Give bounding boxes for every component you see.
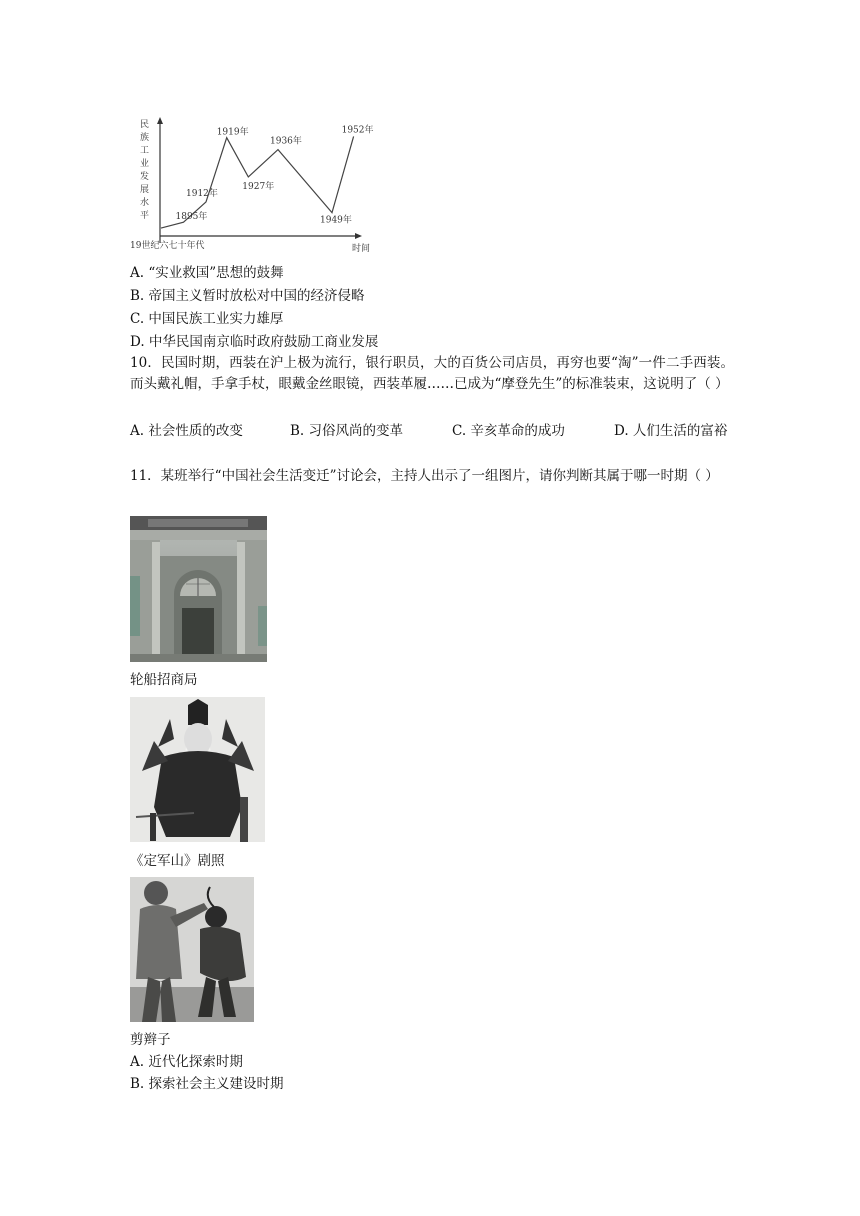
y-axis-label-char: 族	[140, 133, 150, 143]
queue-cutting-photo	[130, 877, 254, 1022]
y-axis-label-char: 业	[140, 159, 150, 169]
q11-stem: 11．某班举行“中国社会生活变迁”讨论会，主持人出示了一组图片，请你判断其属于哪一时期（ ）	[130, 468, 719, 484]
y-axis-label-char: 工	[140, 146, 150, 156]
y-axis-label-char: 水	[140, 198, 150, 208]
y-axis-label-char: 民	[140, 120, 150, 130]
point-label: 1949年	[320, 215, 352, 226]
q10-stem: 10．民国时期，西装在沪上极为流行，银行职员，大的百货公司店员，再穷也要“淘”一件二手西装。而头戴礼帽，手拿手杖，眼戴金丝眼镜，西装革履……已成为“摩登先生”的标准装束，这说明了（ ）	[130, 355, 734, 392]
q10-option-d: D. 人们生活的富裕	[614, 423, 728, 439]
q10-option-c: C. 辛亥革命的成功	[452, 423, 565, 439]
y-axis-arrow	[157, 117, 163, 124]
point-label: 1919年	[216, 127, 249, 138]
photo-caption-1: 轮船招商局	[130, 672, 198, 688]
q10-options	[130, 421, 734, 442]
industry-development-chart	[130, 115, 374, 255]
q9-option-b: B. 帝国主义暂时放松对中国的经济侵略	[130, 288, 365, 304]
x-axis-arrow	[355, 233, 362, 239]
point-label: 1895年	[175, 212, 208, 223]
point-label: 1952年	[341, 125, 374, 136]
y-axis-label-char: 展	[140, 185, 150, 195]
y-axis-label-char: 发	[140, 172, 150, 182]
photo-caption-2: 《定军山》剧照	[130, 853, 225, 869]
x-start-label: 19世纪六七十年代	[130, 241, 205, 251]
photo-caption-3: 剪辫子	[130, 1032, 171, 1048]
y-axis-label-char: 平	[140, 211, 150, 221]
q11-option-b: B. 探索社会主义建设时期	[130, 1076, 284, 1092]
shipping-bureau-photo	[130, 516, 267, 662]
opera-still-photo	[130, 697, 265, 842]
x-axis-label: 时间	[352, 244, 371, 254]
point-label: 1912年	[186, 188, 218, 199]
q10-option-a: A. 社会性质的改变	[130, 423, 243, 439]
q9-option-a: A. “实业救国”思想的鼓舞	[130, 265, 284, 281]
point-label: 1927年	[242, 181, 275, 192]
y-axis-label	[140, 119, 149, 221]
point-label: 1936年	[270, 136, 302, 147]
q10-option-b: B. 习俗风尚的变革	[290, 423, 404, 439]
q9-option-d: D. 中华民国南京临时政府鼓励工商业发展	[130, 334, 379, 350]
q9-option-c: C. 中国民族工业实力雄厚	[130, 311, 284, 327]
q11-option-a: A. 近代化探索时期	[130, 1054, 243, 1070]
